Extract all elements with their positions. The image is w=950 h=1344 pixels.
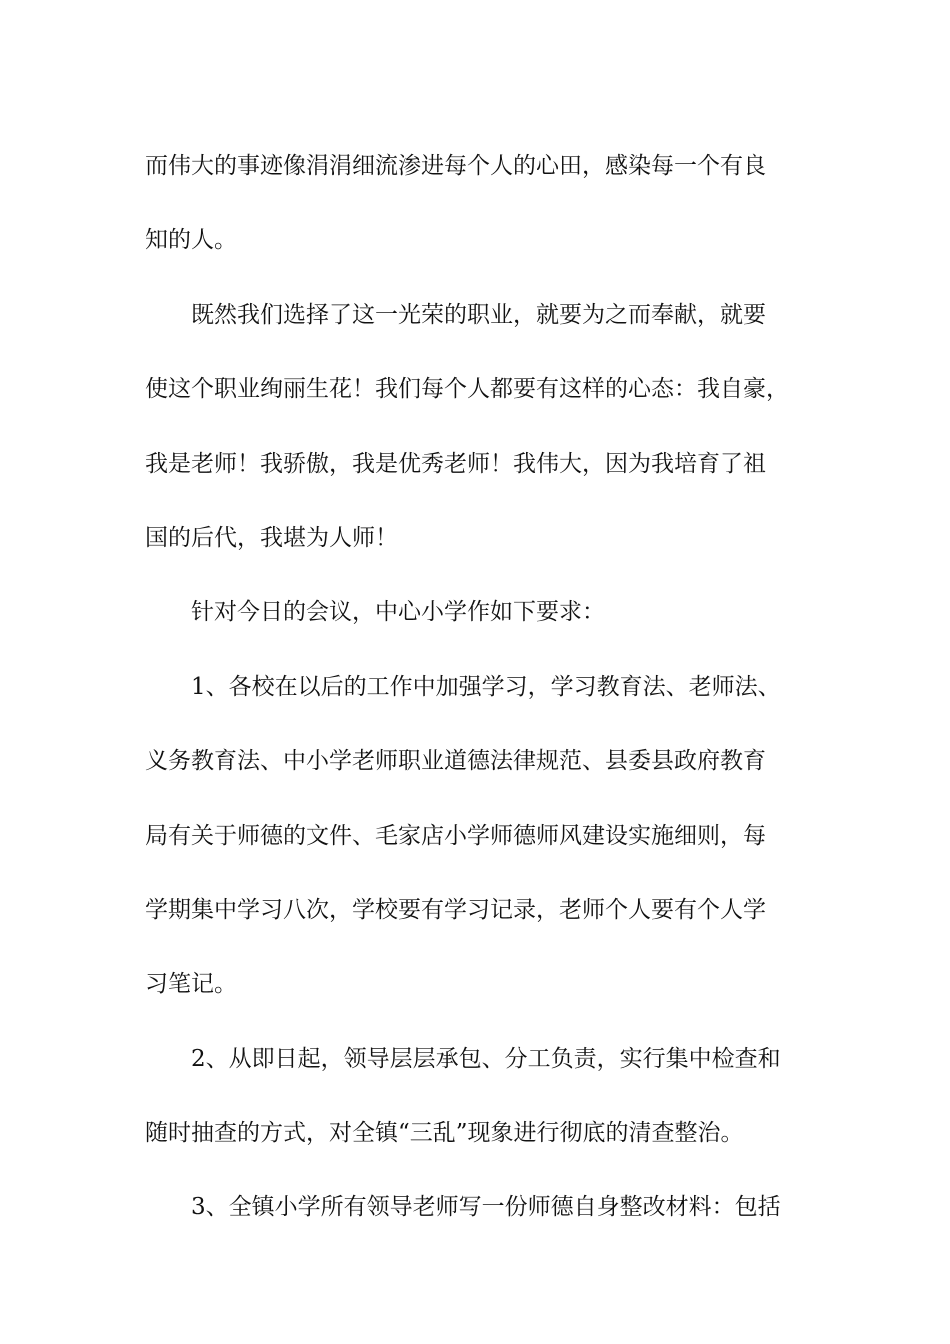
paragraph-6 (145, 1170, 807, 1244)
text-line: 而伟大的事迹像涓涓细流渗进每个人的心田，感染每一个有良 (145, 153, 766, 179)
text-line: 局有关于师德的文件、毛家店小学师德师风建设实施细则，每 (145, 822, 766, 849)
paragraph-3 (145, 575, 807, 649)
text-line: 2、从即日起，领导层层承包、分工负责，实行集中检查和 (191, 1045, 781, 1072)
text-line: 使这个职业绚丽生花！我们每个人都要有这样的心态：我自豪， (145, 376, 789, 403)
paragraph-2 (145, 278, 807, 576)
text-line: 习笔记。 (145, 971, 237, 998)
text-line: 我是老师！我骄傲，我是优秀老师！我伟大，因为我培育了祖 (145, 450, 766, 477)
document-body (145, 129, 807, 1245)
text-line: 1、各校在以后的工作中加强学习，学习教育法、老师法、 (191, 673, 781, 700)
text-line: 随时抽查的方式，对全镇“三乱”现象进行彻底的清查整治。 (145, 1120, 744, 1147)
text-line: 义务教育法、中小学老师职业道德法律规范、县委县政府教育 (145, 748, 766, 775)
text-line: 3、全镇小学所有领导老师写一份师德自身整改材料：包括 (191, 1194, 781, 1221)
text-line: 国的后代，我堪为人师！ (145, 524, 398, 551)
paragraph-4 (145, 650, 807, 1022)
text-line: 针对今日的会议，中心小学作如下要求： (191, 599, 605, 626)
text-line: 知的人。 (145, 227, 237, 254)
paragraph-1 (145, 129, 807, 278)
text-line: 学期集中学习八次，学校要有学习记录，老师个人要有个人学 (145, 896, 766, 923)
text-line: 既然我们选择了这一光荣的职业，就要为之而奉献，就要 (191, 301, 766, 328)
paragraph-5 (145, 1022, 807, 1171)
